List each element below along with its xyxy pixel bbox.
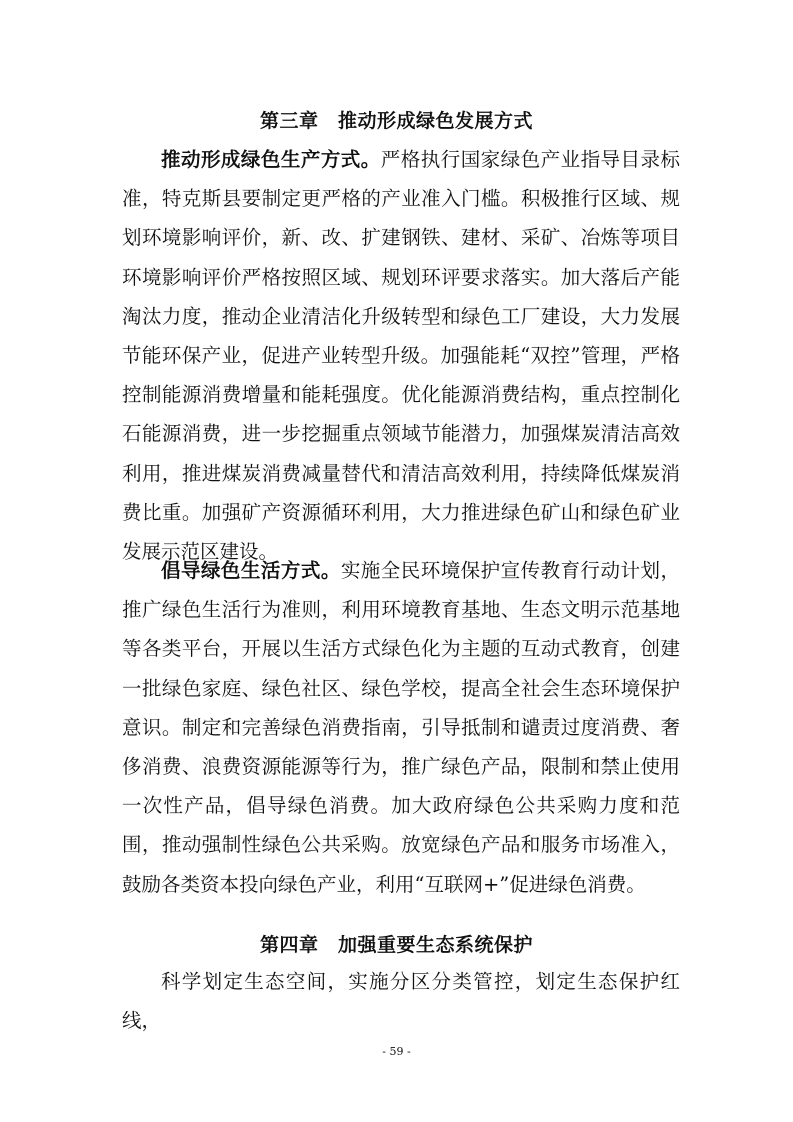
paragraph-ecological-space: [122, 962, 680, 1040]
page-number: - 59 -: [382, 1045, 411, 1058]
paragraph-body: 严格执行国家绿色产业指导目录标准，特克斯县要制定更严格的产业准入门槛。积极推行区域、规划环境影响评价，新、改、扩建钢铁、建材、采矿、冶炼等项目环境影响评价严格按照区域、规划环评要求落实。加大落后产能淘汰力度，推动企业清洁化升级转型和绿色工厂建设，大力发展节能环保产业，促进产业转型升级。加强能耗“双控”管理，严格控制能源消费增量和能耗强度。优化能源消费结构，重点控制化石能源消费，进一步挖掘重点领域节能潜力，加强煤炭清洁高效利用，推进煤炭消费减量替代和清洁高效利用，持续降低煤炭消费比重。加强矿产资源循环利用，大力推进绿色矿山和绿色矿业发展示范区建设。: [122, 148, 680, 564]
chapter-3-title: 第三章 推动形成绿色发展方式: [259, 110, 533, 132]
paragraph-lead: 倡导绿色生活方式。: [161, 559, 341, 582]
paragraph-green-lifestyle: [122, 551, 680, 904]
chapter-4-title: 第四章 加强重要生态系统保护: [259, 934, 533, 956]
paragraph-lead: 推动形成绿色生产方式。: [161, 148, 381, 171]
paragraph-body: 实施全民环境保护宣传教育行动计划，推广绿色生活行为准则，利用环境教育基地、生态文明示范基地等各类平台，开展以生活方式绿色化为主题的互动式教育，创建一批绿色家庭、绿色社区、绿色学校，提高全社会生态环境保护意识。制定和完善绿色消费指南，引导抵制和谴责过度消费、奢侈消费、浪费资源能源等行为，推广绿色产品，限制和禁止使用一次性产品，倡导绿色消费。加大政府绿色公共采购力度和范围，推动强制性绿色公共采购。放宽绿色产品和服务市场准入，鼓励各类资本投向绿色产业，利用“互联网+”促进绿色消费。: [122, 559, 680, 896]
paragraph-body: 科学划定生态空间，实施分区分类管控，划定生态保护红线，: [122, 970, 680, 1033]
paragraph-green-production: [122, 140, 680, 571]
